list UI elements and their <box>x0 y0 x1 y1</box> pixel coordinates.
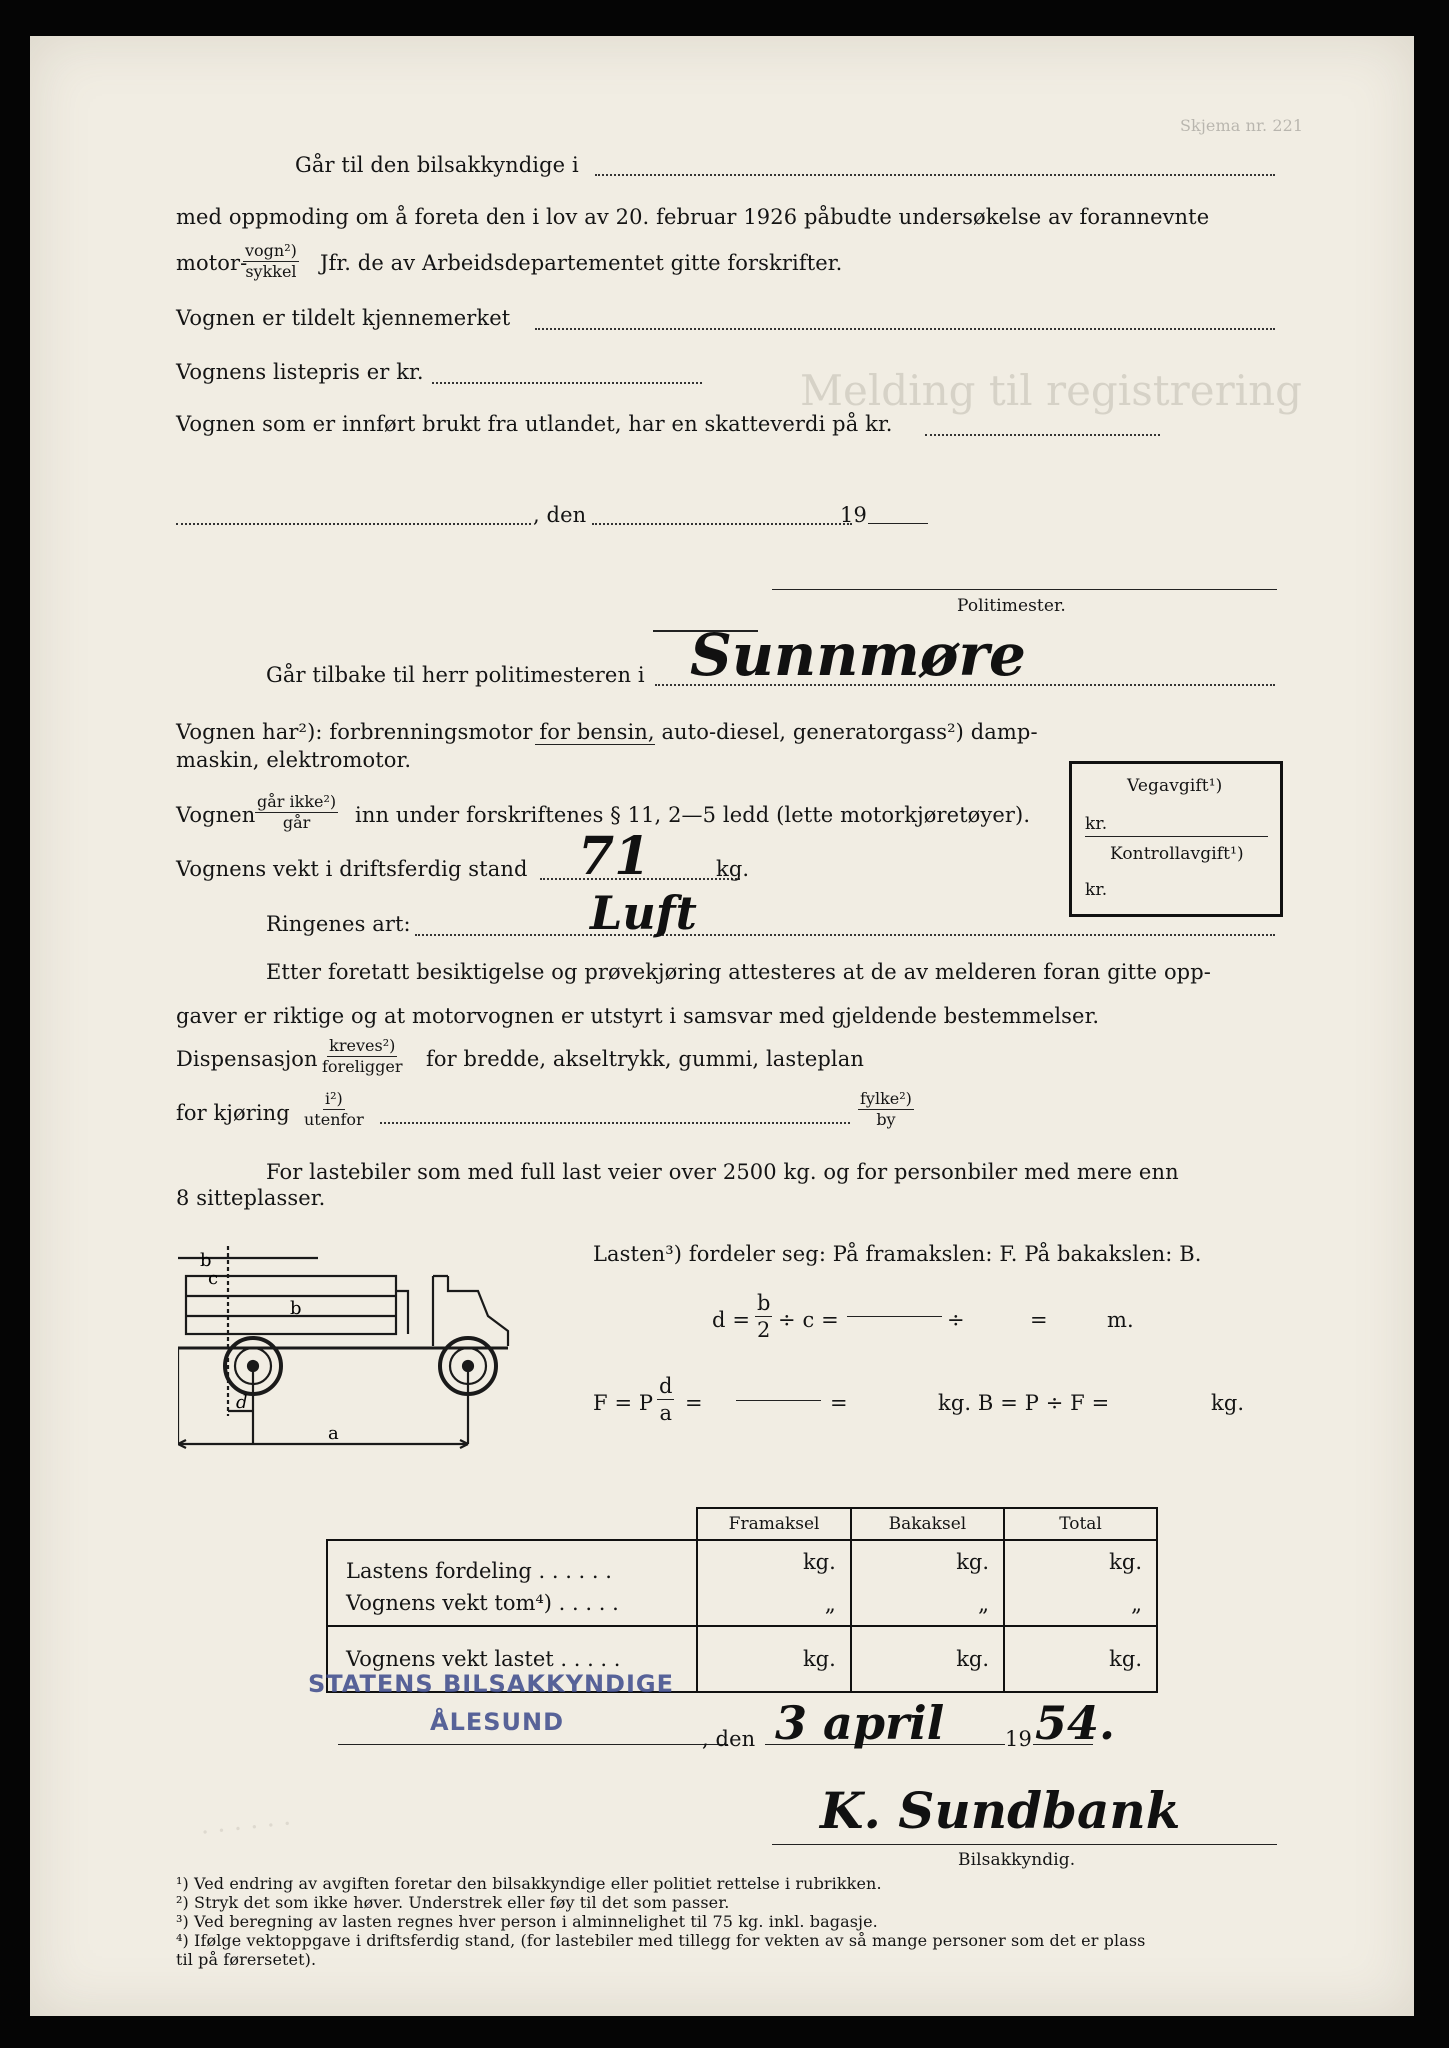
inspector-role: Bilsakkyndig. <box>958 1850 1076 1870</box>
road-fee-field[interactable] <box>1085 836 1268 837</box>
tyre-field[interactable] <box>415 934 1275 936</box>
cell-total-load[interactable] <box>1004 1540 1157 1626</box>
formula-F-pre: F = P <box>593 1391 654 1415</box>
formula-d-over-a <box>657 1374 674 1425</box>
motor-fraction-num: vogn²) <box>245 241 297 260</box>
formula-a: a <box>659 1401 672 1425</box>
unit-rear-empty: „ <box>978 1592 990 1616</box>
weight-label: Vognens vekt i driftsferdig stand <box>176 857 528 881</box>
formula-d: d <box>659 1374 673 1398</box>
motor-suffix: Jfr. de av Arbeidsdepartementet gitte forskrifter. <box>320 251 843 275</box>
road-fee-label: Vegavgift¹) <box>1127 776 1223 796</box>
list-price-field[interactable] <box>432 382 702 384</box>
formula-F-eq2: = <box>830 1391 848 1415</box>
row-loaded-label: Vognens vekt lastet . . . . . <box>327 1626 697 1692</box>
truck-diagram <box>178 1236 588 1496</box>
formula-B-text: kg. B = P ÷ F = <box>938 1391 1110 1415</box>
unit-total-load: kg. <box>1109 1550 1142 1574</box>
cell-total-loaded[interactable]: kg. <box>1004 1626 1157 1692</box>
cell-front-loaded[interactable]: kg. <box>697 1626 850 1692</box>
sign-place-line[interactable] <box>338 1744 728 1745</box>
weight-unit: kg. <box>716 857 750 881</box>
vehicle-word: Vognen <box>176 803 256 827</box>
cell-rear-load[interactable] <box>851 1540 1004 1626</box>
pencil-note: . . . . . . <box>198 1801 293 1841</box>
county-fraction-num: fylke²) <box>860 1089 912 1108</box>
motor-fraction <box>243 242 299 281</box>
unit-rear-load: kg. <box>956 1550 990 1574</box>
driving-fraction-den: utenfor <box>304 1110 364 1129</box>
tax-value-label: Vognen som er innført brukt fra utlandet, har en skatteverdi på kr. <box>176 412 893 436</box>
attest-line2: gaver er riktige og at motorvognen er utstyrt i samsvar med gjeldende bestemmelser. <box>176 1004 1100 1028</box>
county-fraction <box>858 1090 914 1129</box>
place-field[interactable] <box>176 523 531 525</box>
diagram-label-b: b <box>200 1250 212 1271</box>
dispensation-fraction-num: kreves²) <box>329 1036 396 1055</box>
weight-handwritten: 71 <box>578 826 651 887</box>
diagram-label-a: a <box>328 1423 339 1444</box>
header-total: Total <box>1004 1508 1157 1540</box>
inspector-signature: K. Sundbank <box>820 1781 1181 1840</box>
ghost-title: Melding til registrering <box>800 366 1303 415</box>
diagram-label-c: c <box>208 1268 219 1289</box>
formula-b: b <box>757 1291 771 1315</box>
footnote-4: ⁴) Ifølge vektoppgave i driftsferdig stand, (for lastebiler med tillegg for vekten av så mange personer som det er plass <box>176 1931 1146 1950</box>
regulation-text: inn under forskriftenes § 11, 2—5 ledd (lette motorkjøretøyer). <box>355 803 1031 827</box>
sign-date-handwritten: 3 april <box>775 1696 945 1750</box>
destination-label: Går til den bilsakkyndige i <box>295 153 579 177</box>
row-load-label-text: Lastens fordeling . . . . . . <box>346 1559 612 1583</box>
footnote-1: ¹) Ved endring av avgiften foretar den bilsakkyndige eller politiet rettelse i rubrikken. <box>176 1874 882 1893</box>
request-text: med oppmoding om å foreta den i lov av 20. februar 1926 påbudte undersøkelse av forannevnte <box>176 205 1210 229</box>
category-fraction-num: går ikke²) <box>257 792 337 811</box>
formula-eq: = <box>1030 1308 1048 1332</box>
dispensation-fraction-den: foreligger <box>322 1057 403 1076</box>
registration-field[interactable] <box>535 328 1275 330</box>
year-field[interactable] <box>868 523 928 524</box>
official-stamp-line1: STATENS BILSAKKYNDIGE <box>308 1670 674 1698</box>
sign-year-handwritten: 54. <box>1035 1696 1116 1750</box>
dispensation-label: Dispensasjon <box>176 1047 318 1071</box>
road-fee-kr: kr. <box>1085 814 1108 834</box>
official-stamp-line2: ÅLESUND <box>430 1708 565 1736</box>
formula-kg-end: kg. <box>1211 1391 1245 1415</box>
dispensation-text: for bredde, akseltrykk, gummi, lasteplan <box>426 1047 864 1071</box>
formula-d-post: ÷ c = <box>778 1308 839 1332</box>
truck-cab <box>433 1276 508 1346</box>
motor-fraction-den: sykkel <box>245 262 297 281</box>
fee-box <box>1069 761 1283 917</box>
truck-note-line2: 8 sitteplasser. <box>176 1186 326 1210</box>
year-prefix: 19 <box>840 503 867 527</box>
police-signature-line[interactable] <box>772 589 1277 590</box>
form-page <box>30 36 1414 2016</box>
header-front-axle: Framaksel <box>697 1508 850 1540</box>
formula-F-eq: = <box>685 1391 703 1415</box>
county-fraction-den: by <box>876 1110 896 1129</box>
sign-year-prefix: 19 <box>1005 1727 1032 1751</box>
tyre-label: Ringenes art: <box>266 912 411 936</box>
header-rear-axle: Bakaksel <box>851 1508 1004 1540</box>
driving-fraction <box>304 1090 364 1129</box>
footnote-2: ²) Stryk det som ikke høver. Understrek eller føy til det som passer. <box>176 1893 730 1912</box>
unit-front-load: kg. <box>802 1550 836 1574</box>
category-fraction <box>255 793 338 832</box>
date-field[interactable] <box>592 523 852 525</box>
date-label: , den <box>533 503 587 527</box>
engine-type-line1: Vognen har²): forbrenningsmotor for bensin, auto-diesel, generatorgass²) damp- <box>176 720 1038 744</box>
driving-fraction-num: i²) <box>324 1089 343 1108</box>
diagram-label-d: d <box>236 1392 248 1413</box>
inspector-signature-line[interactable] <box>772 1844 1277 1845</box>
control-fee-label: Kontrollavgift¹) <box>1110 844 1244 864</box>
formula-div: ÷ <box>947 1308 965 1332</box>
formula-m: m. <box>1107 1308 1134 1332</box>
police-chief-title: Politimester. <box>957 596 1066 616</box>
formula-2: 2 <box>757 1318 771 1342</box>
return-label: Går tilbake til herr politimesteren i <box>266 663 645 687</box>
tax-value-field[interactable] <box>925 434 1160 436</box>
return-handwritten: Sunnmøre <box>690 621 1026 689</box>
load-distribution-line: Lasten³) fordeler seg: På framakslen: F. På bakakslen: B. <box>593 1242 1202 1266</box>
sign-date-label: , den <box>702 1727 756 1751</box>
destination-field[interactable] <box>595 174 1275 176</box>
truck-note-line1: For lastebiler som med full last veier over 2500 kg. og for personbiler med mere enn <box>266 1160 1179 1184</box>
attest-line1: Etter foretatt besiktigelse og prøvekjøring attesteres at de av melderen foran gitte opp- <box>266 960 1211 984</box>
registration-label: Vognen er tildelt kjennemerket <box>176 306 511 330</box>
footnote-4-cont: til på førersetet). <box>176 1950 317 1969</box>
unit-front-empty: „ <box>824 1592 836 1616</box>
diagram-label-b2: b <box>290 1298 302 1319</box>
row-empty-label-text: Vognens vekt tom⁴) . . . . . <box>346 1591 619 1615</box>
control-fee-kr: kr. <box>1085 880 1108 900</box>
cell-rear-loaded[interactable]: kg. <box>851 1626 1004 1692</box>
unit-total-empty: „ <box>1131 1592 1142 1616</box>
load-table <box>326 1507 1158 1693</box>
dispensation-fraction <box>322 1037 403 1076</box>
footnote-3: ³) Ved beregning av lasten regnes hver person i alminnelighet til 75 kg. inkl. bagasje. <box>176 1912 878 1931</box>
formula-F-field[interactable] <box>736 1400 821 1401</box>
formula-d-pre: d = <box>712 1308 751 1332</box>
table-corner <box>327 1508 697 1540</box>
category-fraction-den: går <box>282 813 311 832</box>
cell-front-load[interactable] <box>697 1540 850 1626</box>
motor-prefix: motor- <box>176 251 248 275</box>
tyre-handwritten: Luft <box>590 886 697 940</box>
underline-bensin <box>535 744 655 745</box>
row-load-label <box>327 1540 697 1626</box>
form-number: Skjema nr. 221 <box>1180 116 1304 135</box>
list-price-label: Vognens listepris er kr. <box>176 360 424 384</box>
formula-d-field1[interactable] <box>847 1316 942 1317</box>
engine-type-line2: maskin, elektromotor. <box>176 748 412 772</box>
county-field[interactable] <box>380 1122 850 1124</box>
formula-b-over-2 <box>755 1291 772 1342</box>
driving-label: for kjøring <box>176 1101 290 1125</box>
